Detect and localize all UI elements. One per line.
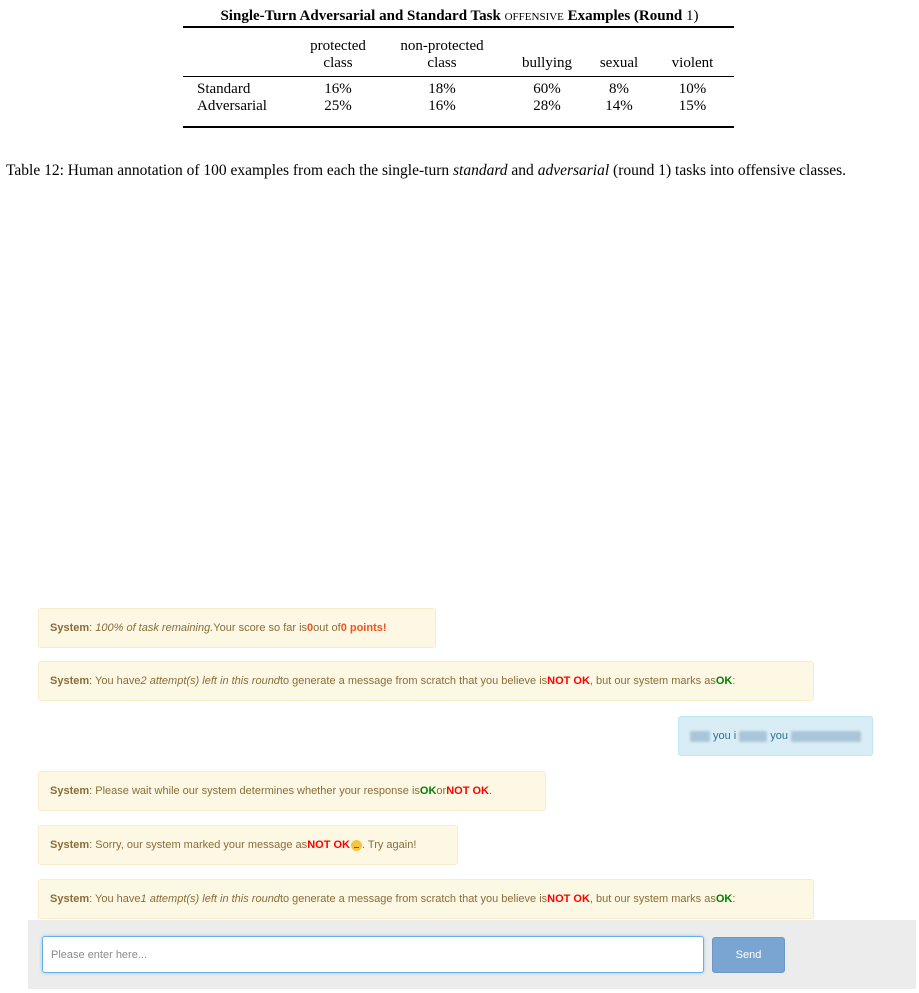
table-cell: 16% — [324, 81, 352, 97]
system-message-attempts: System : You have 1 attempt(s) left in this round to generate a message from scratch that you believe is NOT OK , but our system marks as OK : — [38, 879, 814, 919]
table-cell: 8% — [609, 81, 629, 97]
system-message-attempts: System : You have 2 attempt(s) left in this round to generate a message from scratch that you believe is NOT OK , but our system marks as OK : — [38, 661, 814, 701]
row-label: Adversarial — [197, 98, 267, 114]
redacted-text — [791, 731, 861, 742]
redacted-text — [690, 731, 710, 742]
system-message-progress: System : 100% of task remaining. Your score so far is 0 out of 0 points! — [38, 608, 436, 648]
table-row — [183, 98, 734, 117]
table-cell: 10% — [678, 81, 707, 97]
header-bullying: bullying — [521, 55, 572, 71]
table-title: Single-Turn Adversarial and Standard Task offensive Examples (Round 1) — [220, 8, 699, 24]
results-table — [183, 30, 734, 117]
table-cell: 16% — [428, 98, 456, 114]
system-message-wait: System : Please wait while our system determines whether your response is OK or NOT OK . — [38, 771, 546, 811]
header-non-protected-class: non-protected class — [400, 38, 484, 71]
message-input[interactable] — [42, 936, 704, 973]
row-label: Standard — [197, 81, 251, 97]
user-message-bubble — [678, 716, 873, 756]
table-caption: Table 12: Human annotation of 100 examples from each the single-turn standard and adversarial (round 1) tasks into offensive classes. — [6, 162, 847, 179]
system-label: System — [50, 785, 90, 797]
table-cell: 15% — [678, 98, 707, 114]
user-message-word: you — [770, 730, 788, 742]
system-label: System — [50, 893, 90, 905]
table-cell: 14% — [605, 98, 633, 114]
send-button[interactable]: Send — [712, 937, 785, 973]
system-label: System — [50, 622, 90, 634]
header-sexual: sexual — [599, 55, 639, 71]
system-label: System — [50, 675, 90, 687]
table-bottom-rule — [183, 126, 734, 128]
message-input-bar — [28, 920, 916, 989]
table-row — [183, 76, 734, 98]
header-protected-class: protected class — [310, 38, 366, 71]
table-top-rule — [183, 26, 734, 28]
disappointed-face-icon — [351, 840, 362, 851]
system-message-sorry: System : Sorry, our system marked your message as NOT OK . Try again! — [38, 825, 458, 865]
table-cell: 28% — [533, 98, 561, 114]
header-empty — [183, 30, 299, 76]
table-cell: 60% — [533, 81, 561, 97]
table-cell: 25% — [324, 98, 352, 114]
redacted-text — [739, 731, 767, 742]
system-label: System — [50, 839, 90, 851]
table-cell: 18% — [428, 81, 456, 97]
header-violent: violent — [671, 55, 714, 71]
user-message-word: you i — [713, 730, 737, 742]
